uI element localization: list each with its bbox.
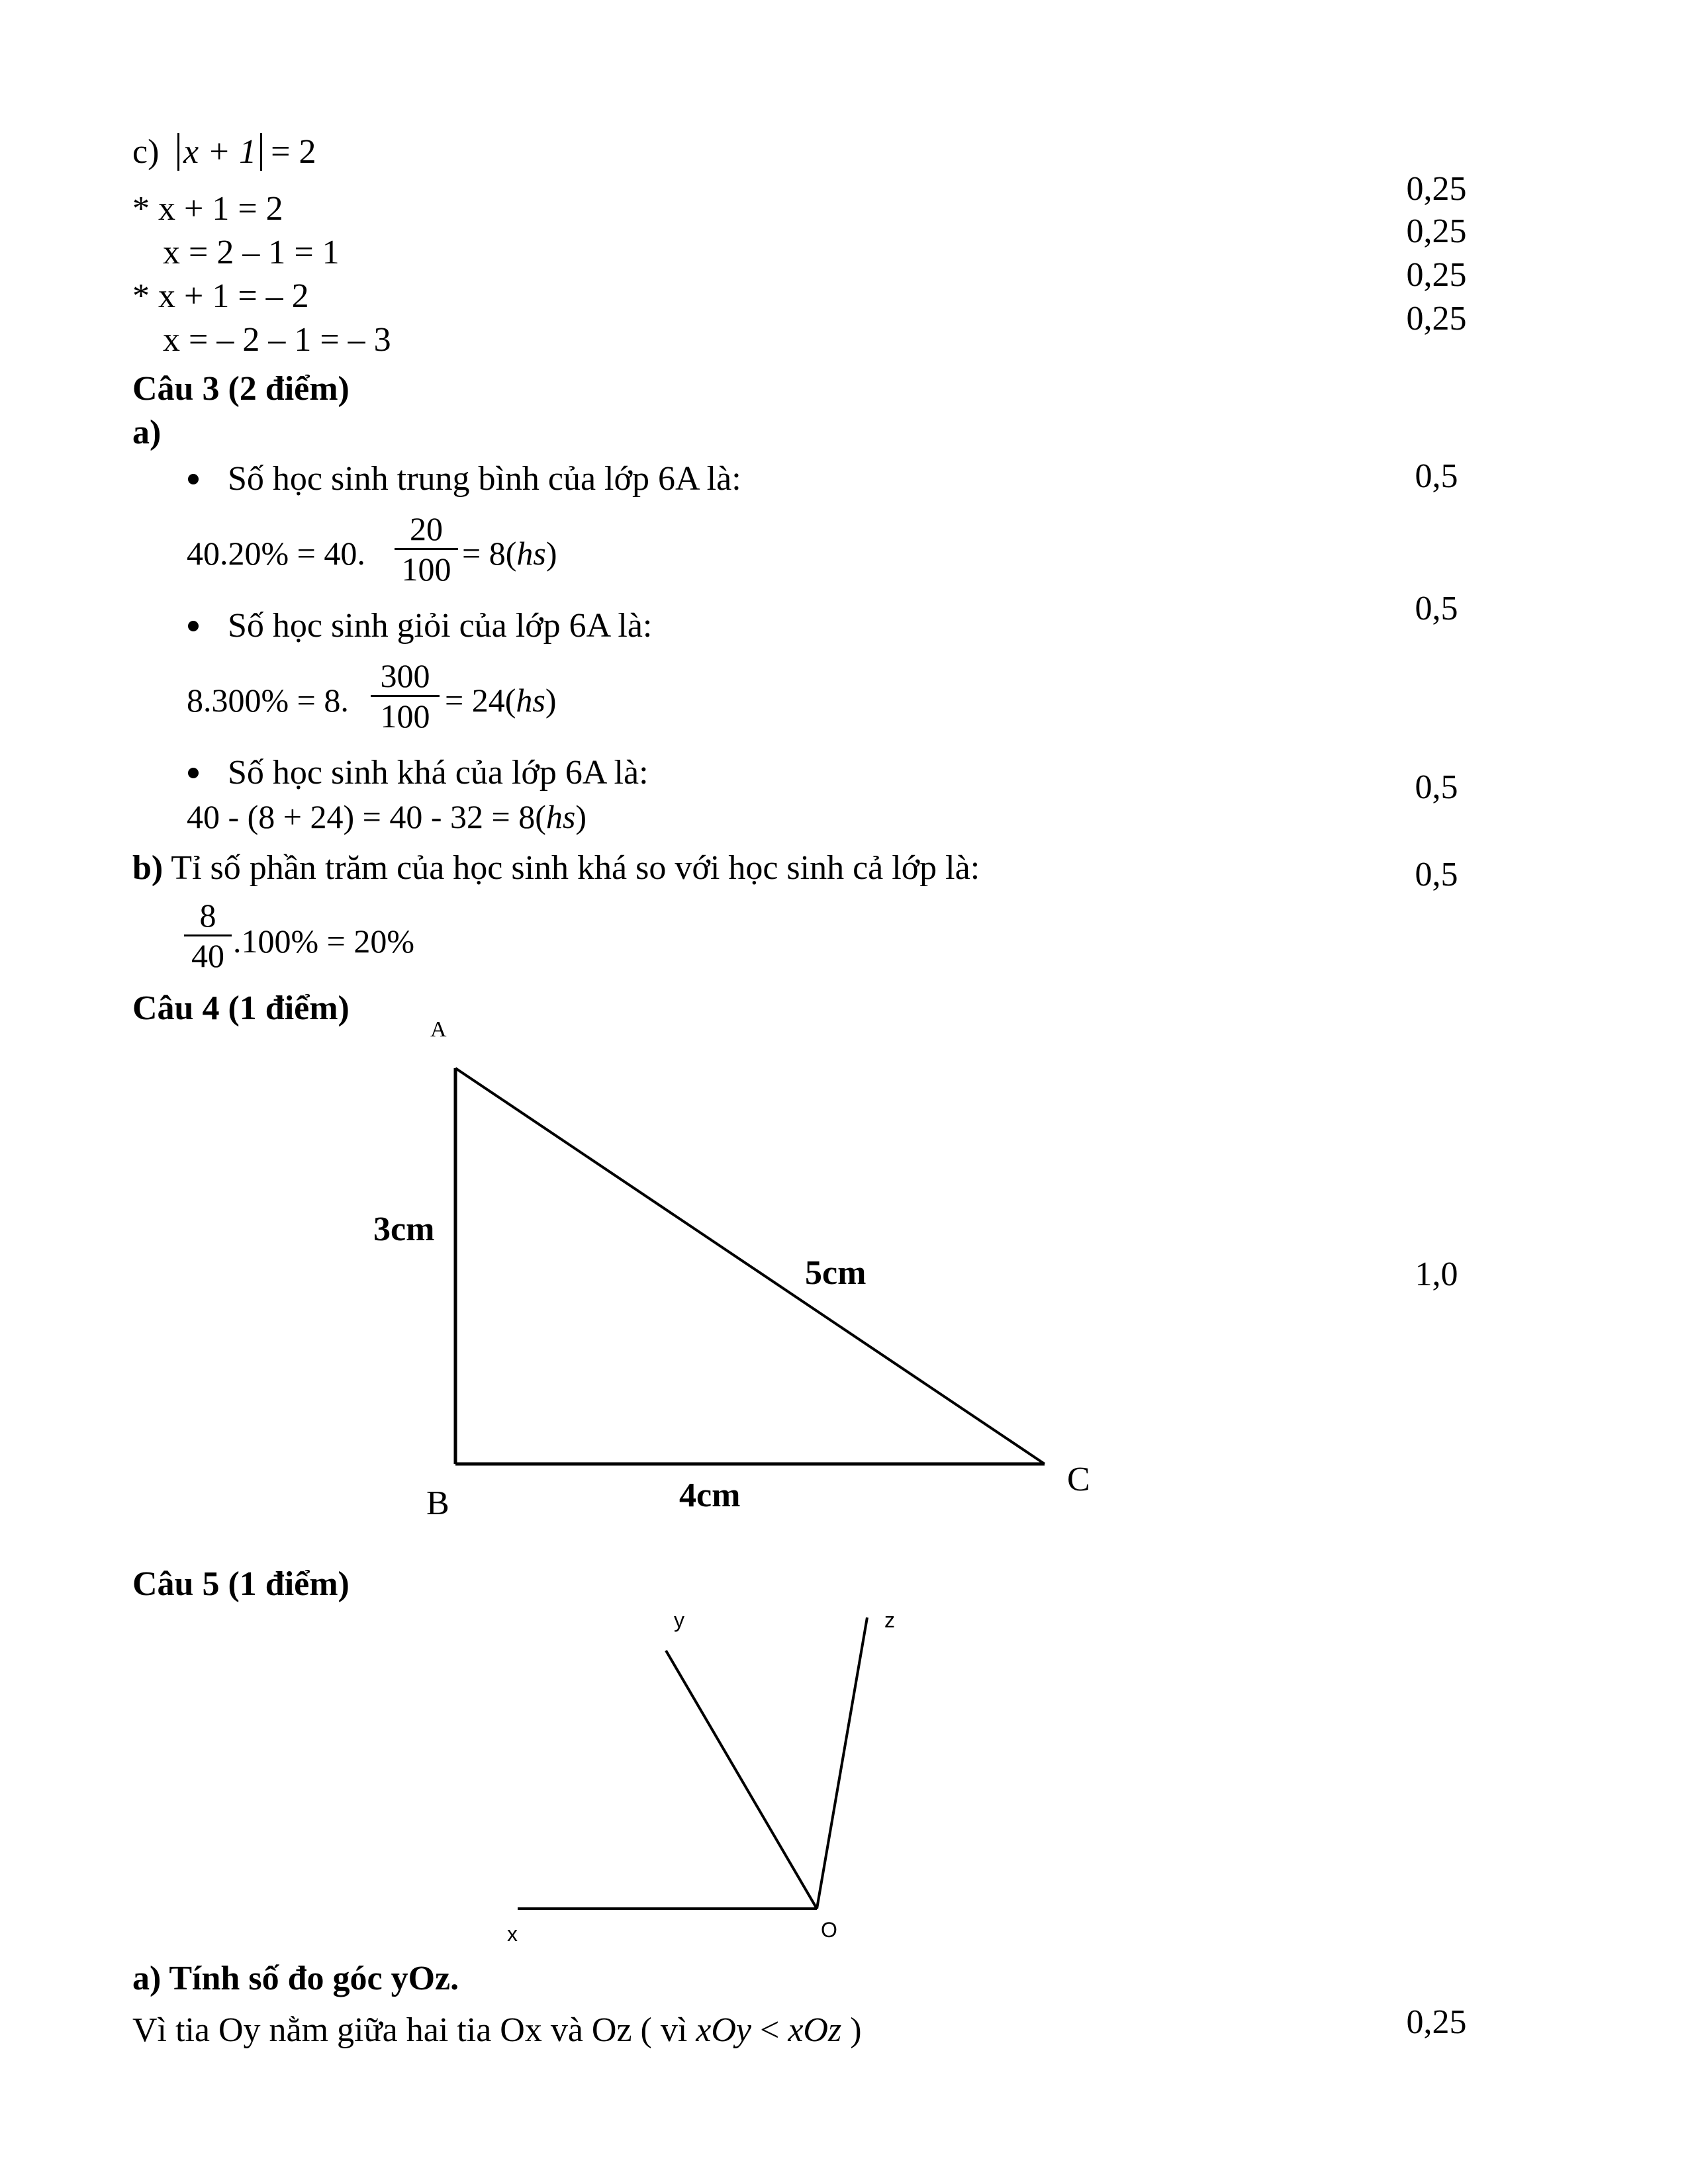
eq1-close: ) bbox=[545, 535, 557, 572]
eq3-unit: hs bbox=[545, 798, 576, 835]
cau5-heading: Câu 5 (1 điểm) bbox=[132, 1565, 350, 1603]
ray-oy bbox=[666, 1651, 817, 1909]
eq1-unit: hs bbox=[516, 535, 546, 572]
side-ab-label: 3cm bbox=[373, 1210, 435, 1248]
origin-label: O bbox=[821, 1918, 837, 1942]
score-c-2: 0,25 bbox=[1406, 212, 1467, 250]
part-c-line-2: x = 2 – 1 = 1 bbox=[163, 234, 340, 271]
triangle-abc bbox=[455, 1068, 1045, 1464]
angle-rays bbox=[518, 1617, 867, 1909]
eq1-result: = 8( bbox=[462, 535, 517, 572]
eq4-result: .100% = 20% bbox=[233, 923, 414, 960]
eq2-result: = 24( bbox=[445, 682, 516, 719]
eq2-close: ) bbox=[545, 682, 557, 719]
score-5-a: 0,25 bbox=[1406, 2003, 1467, 2041]
score-c-1: 0,25 bbox=[1406, 170, 1467, 208]
score-3-4: 0,5 bbox=[1415, 856, 1458, 893]
vertex-b-label: B bbox=[426, 1484, 449, 1522]
angle-xoz: xOz bbox=[788, 2011, 842, 2049]
score-3-1: 0,5 bbox=[1415, 457, 1458, 495]
score-3-2: 0,5 bbox=[1415, 590, 1458, 627]
score-3-3: 0,5 bbox=[1415, 768, 1458, 806]
cau5-sub-a: a) Tính số đo góc yOz. bbox=[132, 1960, 459, 1997]
eq3-expression: 40 - (8 + 24) = 40 - 32 = 8( bbox=[187, 798, 546, 835]
part-c-line-1: * x + 1 = 2 bbox=[132, 190, 283, 228]
score-c-4: 0,25 bbox=[1406, 300, 1467, 338]
vertex-c-label: C bbox=[1067, 1461, 1090, 1498]
side-ac-label: 5cm bbox=[805, 1254, 867, 1292]
ray-oz bbox=[817, 1617, 867, 1909]
eq2-numerator: 300 bbox=[380, 657, 430, 694]
ray-x-label: x bbox=[507, 1922, 518, 1946]
abs-expression: x + 1 bbox=[177, 133, 262, 171]
less-than: < bbox=[751, 2011, 788, 2049]
eq4-numerator: 8 bbox=[199, 897, 216, 934]
eq2-unit: hs bbox=[516, 682, 545, 719]
cau3-part-a-label: a) bbox=[132, 414, 162, 451]
cau3-bullet-2: Số học sinh giỏi của lớp 6A là: bbox=[228, 607, 653, 645]
cau3-bullet-3: Số học sinh khá của lớp 6A là: bbox=[228, 754, 649, 792]
score-c-3: 0,25 bbox=[1406, 256, 1467, 294]
reason-pre: Vì tia Oy nằm giữa hai tia Ox và Oz ( vì bbox=[132, 2011, 696, 2049]
cau3-part-b-label: b) bbox=[132, 849, 164, 887]
angle-xoy: xOy bbox=[696, 2011, 752, 2049]
eq3-close: ) bbox=[575, 798, 586, 835]
part-c-line-3: * x + 1 = – 2 bbox=[132, 277, 309, 315]
abs-rhs: = 2 bbox=[271, 133, 316, 171]
score-4: 1,0 bbox=[1415, 1255, 1458, 1293]
eq1-denominator: 100 bbox=[401, 551, 451, 588]
cau5-reason bbox=[132, 2011, 862, 2050]
side-bc-label: 4cm bbox=[679, 1477, 741, 1514]
ray-z-label: z bbox=[884, 1608, 895, 1632]
vertex-a-label: A bbox=[430, 1017, 447, 1042]
cau3-part-b-text: Tỉ số phần trăm của học sinh khá so với học sinh cả lớp là: bbox=[163, 849, 980, 887]
eq2-left: 8.300% = 8. bbox=[187, 682, 349, 719]
reason-post: ) bbox=[841, 2011, 862, 2049]
part-c-line-4: x = – 2 – 1 = – 3 bbox=[163, 321, 391, 359]
cau3-heading: Câu 3 (2 điểm) bbox=[132, 370, 350, 408]
eq1-numerator: 20 bbox=[410, 510, 443, 547]
cau3-bullet-1: Số học sinh trung bình của lớp 6A là: bbox=[228, 460, 741, 498]
eq2-denominator: 100 bbox=[380, 698, 430, 735]
part-c-label: c) bbox=[132, 133, 160, 171]
side-ac-line bbox=[455, 1068, 1045, 1464]
cau4-heading: Câu 4 (1 điểm) bbox=[132, 989, 350, 1027]
eq4-denominator: 40 bbox=[191, 937, 224, 974]
ray-y-label: y bbox=[674, 1608, 684, 1632]
eq1-left: 40.20% = 40. bbox=[187, 535, 365, 572]
